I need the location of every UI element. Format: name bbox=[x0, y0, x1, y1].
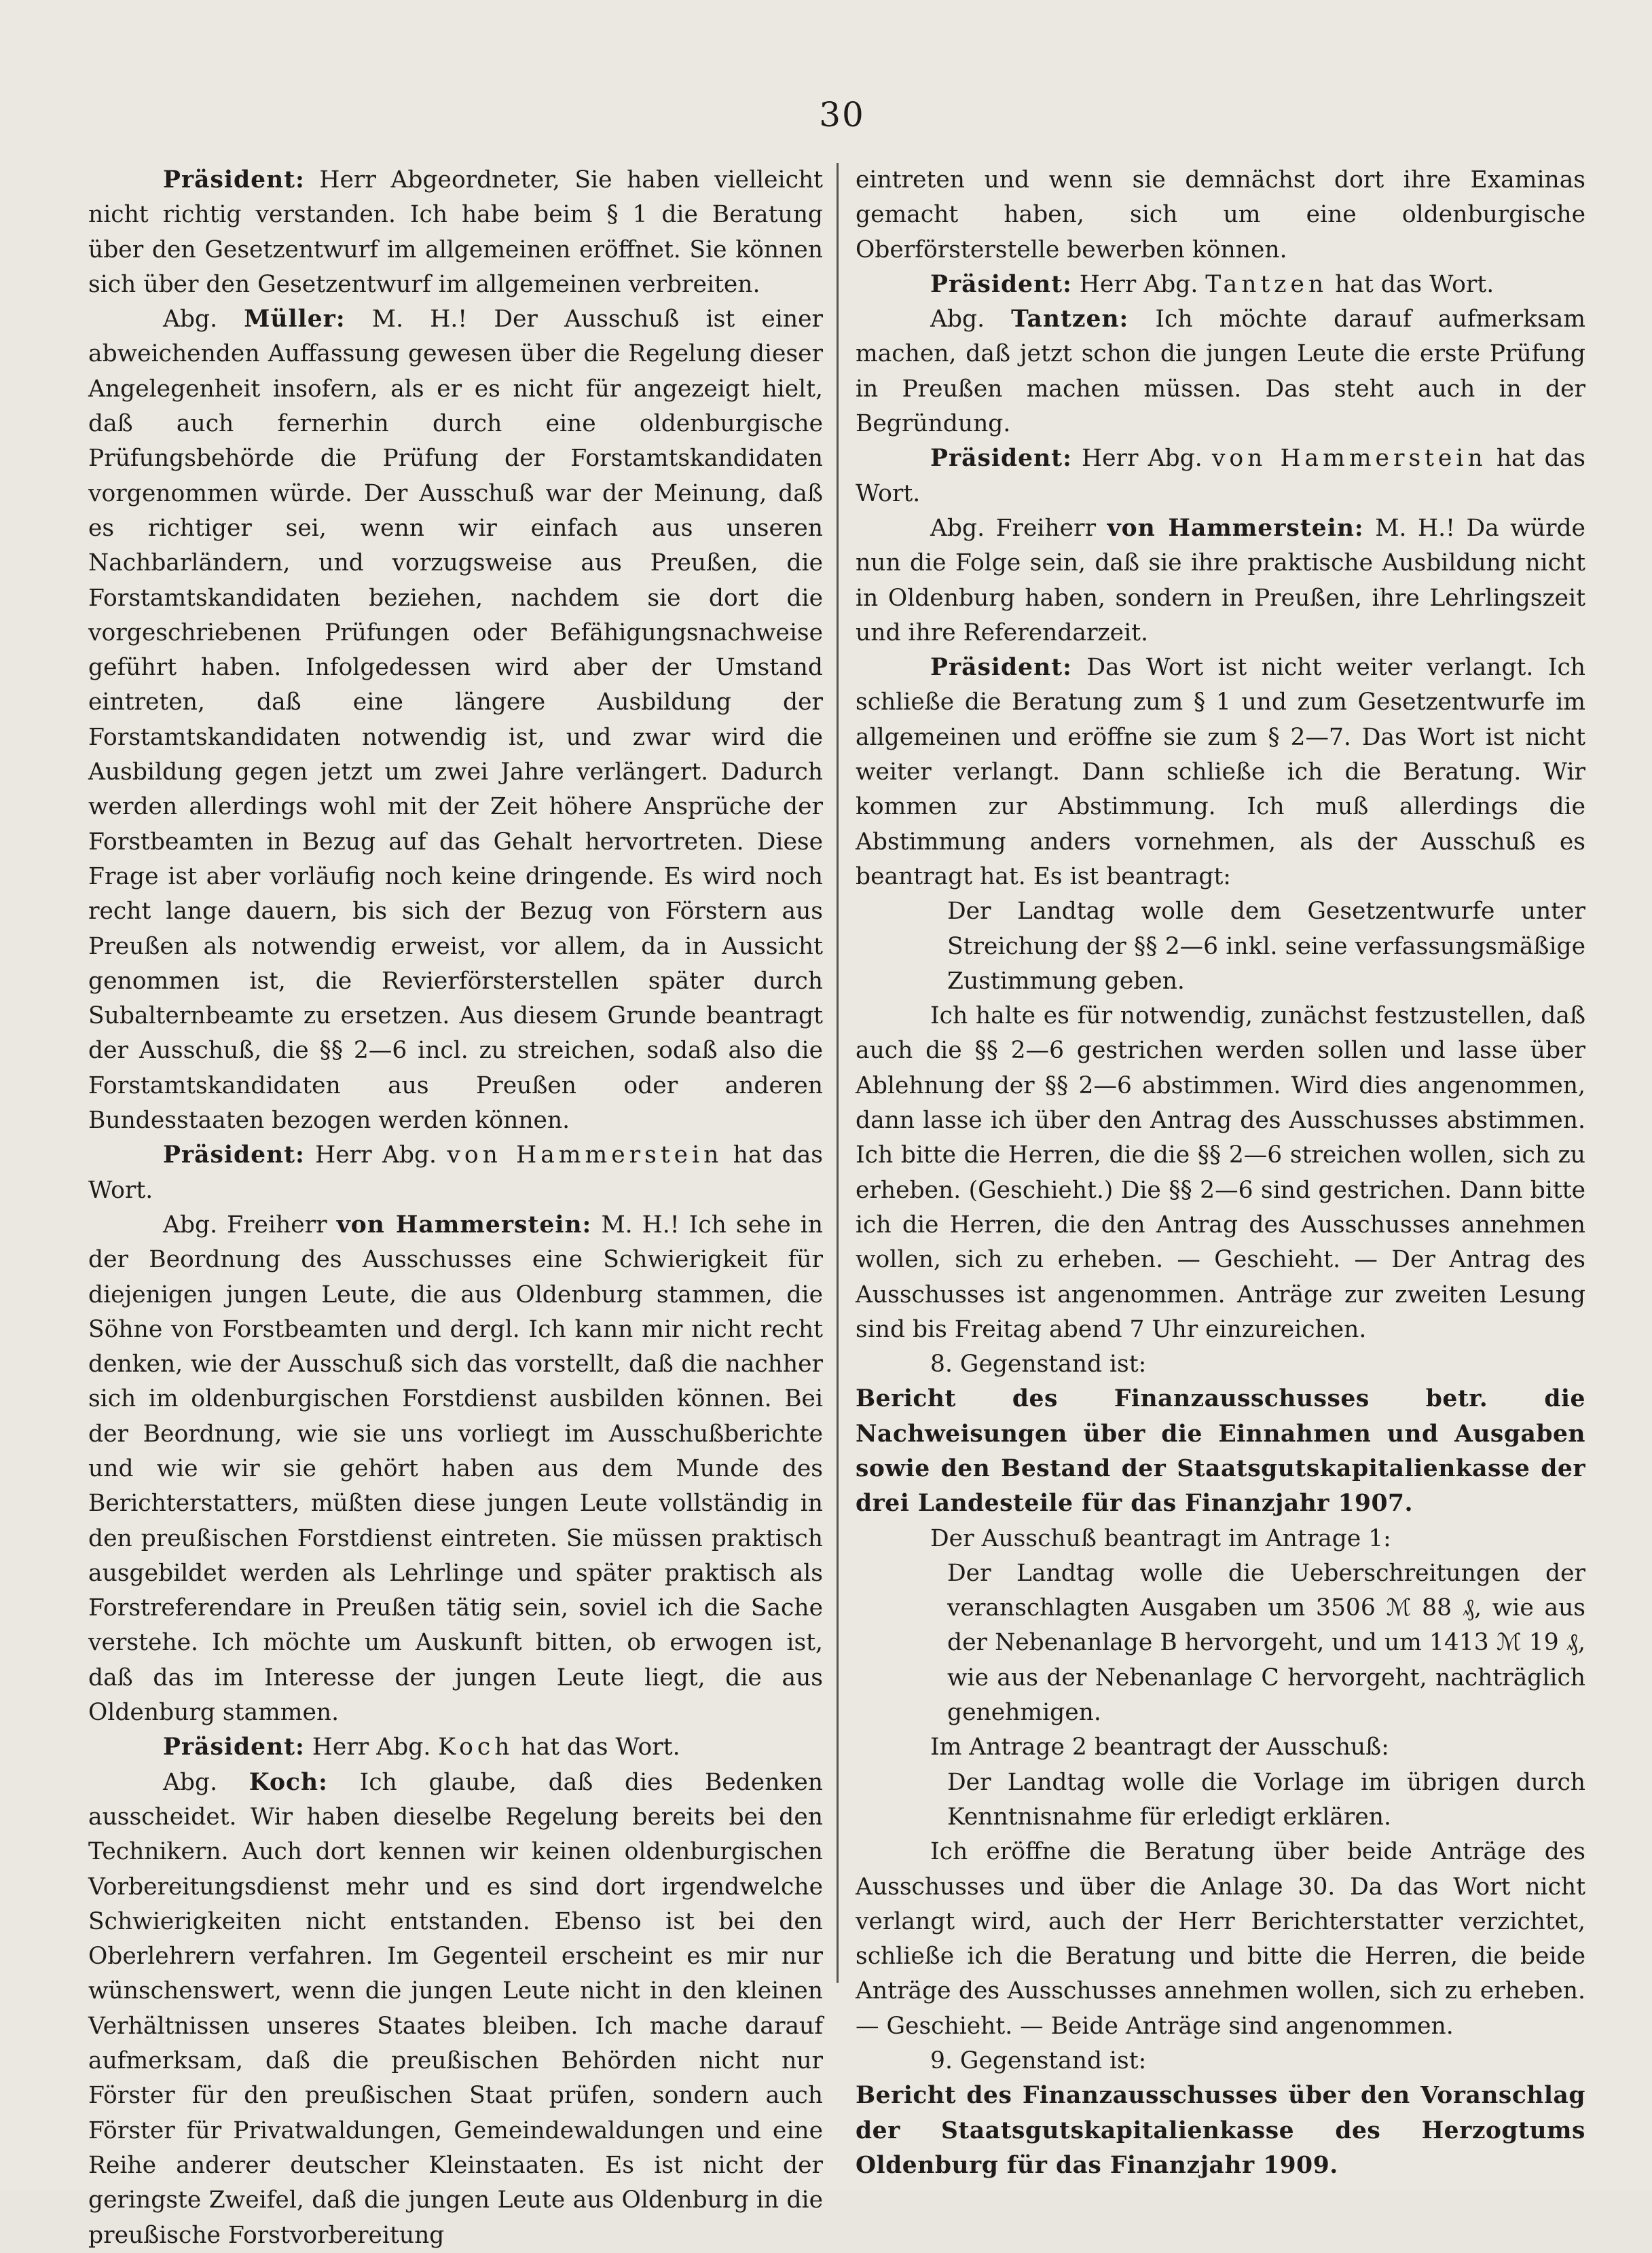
paragraph bbox=[88, 1765, 823, 2253]
paragraph-text: Ich glaube, daß dies Bedenken ausscheidet. Wir haben dieselbe Regelung bereits bei den Technikern. Auch dort kennen wir keinen oldenburgischen Vorbereitungsdienst mehr und es sind dort irgendwelche Schwierigkeiten nicht entstanden. Ebenso ist bei den Oberlehrern verfahren. Im Gegenteil erscheint es mir nur wünschenswert, wenn die jungen Leute nicht in den kleinen Verhältnissen unseres Staates bleiben. Ich mache darauf aufmerksam, daß die preußischen Behörden nicht nur Förster für den preußischen Staat prüfen, sondern auch Förster für Privatwaldungen, Gemeindewaldungen und eine Reihe anderer deutscher Kleinstaaten. Es ist nicht der geringste Zweifel, daß die jungen Leute aus Oldenburg in die preußische Forstvorbereitung bbox=[88, 1768, 823, 2249]
spaced-name: von Hammerstein bbox=[447, 1141, 723, 1169]
speaker-name: Präsident: bbox=[930, 654, 1072, 682]
agenda-item-label: 9. Gegenstand ist: bbox=[930, 2047, 1147, 2075]
spaced-name: Tantzen bbox=[1205, 270, 1328, 298]
speaker-name: Präsident: bbox=[163, 1141, 305, 1169]
speaker-name: Tantzen: bbox=[1011, 306, 1129, 333]
paragraph bbox=[856, 651, 1585, 894]
spaced-name: Koch bbox=[438, 1734, 514, 1761]
paragraph bbox=[88, 1208, 823, 1730]
speaker-prefix: Abg. Freiherr bbox=[163, 1211, 337, 1239]
paragraph bbox=[88, 163, 823, 302]
speaker-name: von Hammerstein: bbox=[1107, 514, 1364, 542]
paragraph-text: Herr Abgeordneter, Sie haben vielleicht nicht richtig verstanden. Ich habe beim § 1 die Beratung über den Gesetzentwurf im allgemeinen eröffnet. Sie können sich über den Gesetzentwurf im allgemeinen verbreiten. bbox=[88, 166, 823, 298]
paragraph-text: Herr Abg. bbox=[1071, 270, 1206, 298]
spaced-name: von Hammerstein bbox=[1211, 445, 1487, 473]
speaker-prefix: Abg. bbox=[163, 306, 244, 333]
motion-quote: Der Landtag wolle die Ueberschreitungen der veranschlagten Ausgaben um 3506 ℳ 88 ₰, wie aus der Nebenanlage B hervorgeht, und um 1413 ℳ 19 ₰, wie aus der Nebenanlage C hervorgeht, nachträglich genehmigen. bbox=[947, 1559, 1585, 1727]
paragraph-text: Das Wort ist nicht weiter verlangt. Ich schließe die Beratung zum § 1 und zum Gesetzentwurfe im allgemeinen und eröffne sie zum § 2—7. Das Wort ist nicht weiter verlangt. Dann schließe ich die Beratung. Wir kommen zur Abstimmung. Ich muß allerdings die Abstimmung anders vornehmen, als der Ausschuß es beantragt hat. Es ist beantragt: bbox=[856, 654, 1585, 890]
speaker-name: Präsident: bbox=[163, 1734, 305, 1761]
paragraph: eintreten und wenn sie demnächst dort ihre Examinas gemacht haben, sich um eine oldenburgische Oberförsterstelle bewerben können. bbox=[856, 166, 1585, 263]
paragraph-text: hat das Wort. bbox=[1327, 270, 1494, 298]
paragraph bbox=[88, 1730, 823, 1765]
speaker-name: Müller: bbox=[244, 306, 346, 333]
agenda-item-label: 8. Gegenstand ist: bbox=[930, 1351, 1147, 1378]
paragraph bbox=[856, 268, 1585, 302]
speaker-name: Koch: bbox=[249, 1768, 328, 1796]
paragraph-text: M. H.! Ich sehe in der Beordnung des Ausschusses eine Schwierigkeit für diejenigen jungen Leute, die aus Oldenburg stammen, die Söhne von Forstbeamten und dergl. Ich kann mir nicht recht denken, wie der Ausschuß sich das vorstellt, daß die nachher sich im oldenburgischen Forstdienst ausbilden können. Bei der Beordnung, wie sie uns vorliegt im Ausschußberichte und wie wir sie gehört haben aus dem Munde des Berichterstatters, müßten diese jungen Leute vollständig in den preußischen Forstdienst eintreten. Sie müssen praktisch ausgebildet werden als Lehrlinge und später praktisch als Forstreferendare in Preußen tätig sein, soviel ich die Sache verstehe. Ich möchte um Auskunft bitten, ob erwogen ist, daß das im Interesse der jungen Leute liegt, die aus Oldenburg stammen. bbox=[88, 1211, 823, 1727]
paragraph bbox=[856, 302, 1585, 441]
left-column bbox=[88, 163, 823, 2253]
report-title: Bericht des Finanzausschusses über den Voranschlag der Staatsgutskapitalienkasse des Herzogtums Oldenburg für das Finanzjahr 1909. bbox=[856, 2082, 1585, 2179]
paragraph-text: Herr Abg. bbox=[304, 1141, 447, 1169]
paragraph-text: hat das Wort. bbox=[88, 1141, 823, 1204]
motion-quote: Der Landtag wolle die Vorlage im übrigen durch Kenntnisnahme für erledigt erklären. bbox=[947, 1768, 1585, 1831]
paragraph-text: M. H.! Der Ausschuß ist einer abweichenden Auffassung gewesen über die Regelung dieser Angelegenheit insofern, als er es nicht für angezeigt hielt, daß auch fernerhin durch eine oldenburgische Prüfungsbehörde die Prüfung der Forstamtskandidaten vorgenommen würde. Der Ausschuß war der Meinung, daß es richtiger sei, wenn wir einfach aus unseren Nachbarländern, und vorzugsweise aus Preußen, die Forstamtskandidaten beziehen, nachdem sie dort die vorgeschriebenen Prüfungen oder Befähigungsnachweise geführt haben. Infolgedessen wird aber der Umstand eintreten, daß eine längere Ausbildung der Forstamtskandidaten notwendig ist, und zwar wird die Ausbildung gegen jetzt um zwei Jahre verlängert. Dadurch werden allerdings wohl mit der Zeit höhere Ansprüche der Forstbeamten in Bezug auf das Gehalt hervortreten. Diese Frage ist aber vorläufig noch keine dringende. Es wird noch recht lange dauern, bis sich der Bezug von Förstern aus Preußen als notwendig erweist, vor allem, da in Aussicht genommen ist, die Revierförsterstellen später durch Subalternbeamte zu ersetzen. Aus diesem Grunde beantragt der Ausschuß, die §§ 2—6 incl. zu streichen, sodaß also die Forstamtskandidaten aus Preußen oder anderen Bundesstaaten bezogen werden können. bbox=[88, 306, 823, 1135]
speaker-name: von Hammerstein: bbox=[336, 1211, 592, 1239]
speaker-prefix: Abg. bbox=[163, 1768, 249, 1796]
paragraph-text: Herr Abg. bbox=[1071, 445, 1212, 473]
speaker-name: Präsident: bbox=[930, 270, 1072, 298]
paragraph-text: Ich möchte darauf aufmerksam machen, daß jetzt schon die jungen Leute die erste Prüfung in Preußen machen müssen. Das steht auch in der Begründung. bbox=[856, 306, 1585, 438]
speaker-prefix: Abg. Freiherr bbox=[930, 514, 1107, 542]
paragraph-text: Herr Abg. bbox=[304, 1734, 439, 1761]
paragraph: Ich eröffne die Beratung über beide Anträge des Ausschusses und über die Anlage 30. Da das Wort nicht verlangt wird, auch der Herr Berichterstatter verzichtet, schließe ich die Beratung und bitte die Herren, die beide Anträge des Ausschusses annehmen wollen, sich zu erheben. — Geschieht. — Beide Anträge sind angenommen. bbox=[856, 1838, 1585, 2040]
motion-quote: Der Landtag wolle dem Gesetzentwurfe unter Streichung der §§ 2—6 inkl. seine verfassungsmäßige Zustimmung geben. bbox=[947, 898, 1585, 995]
paragraph: Im Antrage 2 beantragt der Ausschuß: bbox=[930, 1734, 1389, 1761]
paragraph-text: M. H.! Da würde nun die Folge sein, daß sie ihre praktische Ausbildung nicht in Oldenburg haben, sondern in Preußen, ihre Lehrlingszeit und ihre Referendarzeit. bbox=[856, 514, 1585, 646]
paragraph bbox=[856, 511, 1585, 651]
speaker-name: Präsident: bbox=[163, 166, 305, 194]
paragraph bbox=[88, 1138, 823, 1208]
paragraph: Ich halte es für notwendig, zunächst festzustellen, daß auch die §§ 2—6 gestrichen werden sollen und lasse über Ablehnung der §§ 2—6 abstimmen. Wird dies angenommen, dann lasse ich über den Antrag des Ausschusses abstimmen. Ich bitte die Herren, die die §§ 2—6 streichen wollen, sich zu erheben. (Geschieht.) Die §§ 2—6 sind gestrichen. Dann bitte ich die Herren, die den Antrag des Ausschusses annehmen wollen, sich zu erheben. — Geschieht. — Der Antrag des Ausschusses ist angenommen. Anträge zur zweiten Lesung sind bis Freitag abend 7 Uhr einzureichen. bbox=[856, 1002, 1585, 1343]
paragraph-text: hat das Wort. bbox=[856, 445, 1585, 507]
right-column bbox=[856, 163, 1585, 2183]
speaker-name: Präsident: bbox=[930, 445, 1072, 473]
report-title: Bericht des Finanzausschusses betr. die Nachweisungen über die Einnahmen und Ausgaben sowie den Bestand der Staatsgutskapitalienkasse der drei Landesteile für das Finanzjahr 1907. bbox=[856, 1385, 1585, 1518]
page-number: 30 bbox=[819, 95, 865, 134]
paragraph bbox=[856, 441, 1585, 511]
paragraph bbox=[88, 302, 823, 1138]
paragraph-text: hat das Wort. bbox=[513, 1734, 680, 1761]
speaker-prefix: Abg. bbox=[930, 306, 1012, 333]
column-divider bbox=[837, 163, 839, 1983]
paragraph: Der Ausschuß beantragt im Antrage 1: bbox=[930, 1524, 1391, 1552]
